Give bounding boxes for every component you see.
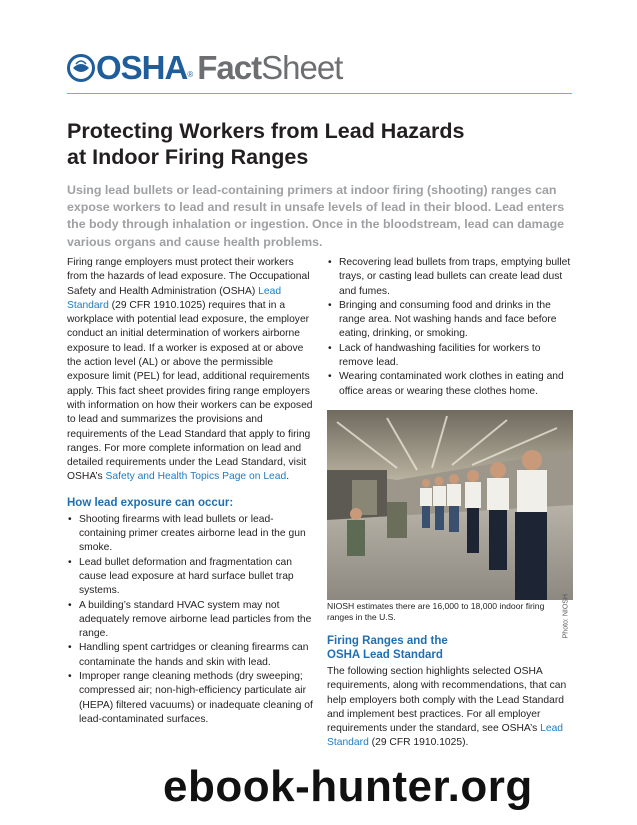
list-item: • Bringing and consuming food and drinks in the range area. Not washing hands and face before eating, drinking, or smoking. <box>327 299 573 342</box>
title-line-2: at Indoor Firing Ranges <box>67 145 309 169</box>
section-firing-ranges <box>327 634 573 751</box>
list-item: • Improper range cleaning methods (dry sweeping; compressed air; non-high-efficiency particulate air (HEPA) filtered vacuums) or inadequate cleaning of lead-contaminated surfaces. <box>67 670 313 727</box>
list-item: • Wearing contaminated work clothes in eating and office areas or wearing these clothes home. <box>327 370 573 399</box>
lead-standard-link[interactable]: Lead Standard <box>67 285 282 311</box>
safety-topics-link[interactable]: Safety and Health Topics Page on Lead <box>105 471 287 483</box>
header-divider <box>67 93 572 94</box>
list-item: • Lead bullet deformation and fragmentation can cause lead exposure at hard surface bullet trap systems. <box>67 556 313 599</box>
section-heading-standard <box>327 634 573 662</box>
list-item: • Handling spent cartridges or cleaning firearms can contaminate the hands and skin with lead. <box>67 641 313 670</box>
logo-sheet-text: Sheet <box>261 49 343 86</box>
osha-factsheet-logo <box>67 48 342 88</box>
photo-caption: NIOSH estimates there are 16,000 to 18,000 indoor firing ranges in the U.S. <box>327 601 545 622</box>
page-title <box>67 118 572 170</box>
exposure-list-continued <box>327 256 573 399</box>
lead-standard-link-2[interactable]: Lead Standard <box>327 723 564 749</box>
left-column <box>67 256 313 727</box>
logo-fact-text: Fact <box>197 49 262 86</box>
heading-line-1: Firing Ranges and the <box>327 635 448 647</box>
body-text-b: (29 CFR 1910.1025) requires that in a workplace with potential lead exposure, the employer conduct an initial determination of workers airborne exposure to lead. If a worker is exposed at or above the action level (AL) or above the permissible exposure limit (PEL) for lead, additional requirements apply. This fact sheet provides firing range employers with information on how their workers can be exposed to lead and summarizes the provisions and requirements of the Lead Standard that apply to firing ranges. For more complete information on lead and detailed requirements under the Lead Standard, visit OSHA’s <box>67 299 313 483</box>
list-item: • Lack of handwashing facilities for workers to remove lead. <box>327 342 573 371</box>
standard-text-b: (29 CFR 1910.1025). <box>368 737 469 749</box>
list-item: • Recovering lead bullets from traps, emptying bullet trays, or casting lead bullets can create lead dust and fumes. <box>327 256 573 299</box>
title-line-1: Protecting Workers from Lead Hazards <box>67 119 465 143</box>
body-paragraph <box>67 256 313 485</box>
logo-osha-text: OSHA <box>96 49 188 86</box>
watermark: ebook-hunter.org <box>163 762 533 811</box>
list-item: • Shooting firearms with lead bullets or lead-containing primer creates airborne lead in the gun smoke. <box>67 513 313 556</box>
photo-credit: Photo: NIOSH <box>562 594 569 639</box>
section-heading-exposure: How lead exposure can occur: <box>67 496 234 509</box>
osha-globe-icon <box>67 54 95 82</box>
heading-line-2: OSHA Lead Standard <box>327 649 443 661</box>
standard-paragraph <box>327 665 573 751</box>
body-text-c: . <box>286 471 290 483</box>
list-item: • A building’s standard HVAC system may not adequately remove airborne lead particles from the range. <box>67 599 313 642</box>
body-text-a: Firing range employers must protect their workers from the hazards of lead exposure. The Occupational Safety and Health Administration (OSHA) <box>67 257 310 297</box>
right-column-list <box>327 256 573 399</box>
intro-paragraph: Using lead bullets or lead-containing primers at indoor firing (shooting) ranges can expose workers to lead and result in unsafe levels of lead in their blood. Lead enters the body through inhalation or ingestion. Once in the bloodstream, lead can damage various organs and cause health problems. <box>67 183 565 249</box>
standard-text-a: The following section highlights selected OSHA requirements, along with recommendations, that can help employers both comply with the Lead Standard and implement best practices. For all employer requirements under the standard, see OSHA’s <box>327 666 567 735</box>
exposure-list <box>67 513 313 727</box>
logo-registered-mark: ® <box>187 69 194 79</box>
